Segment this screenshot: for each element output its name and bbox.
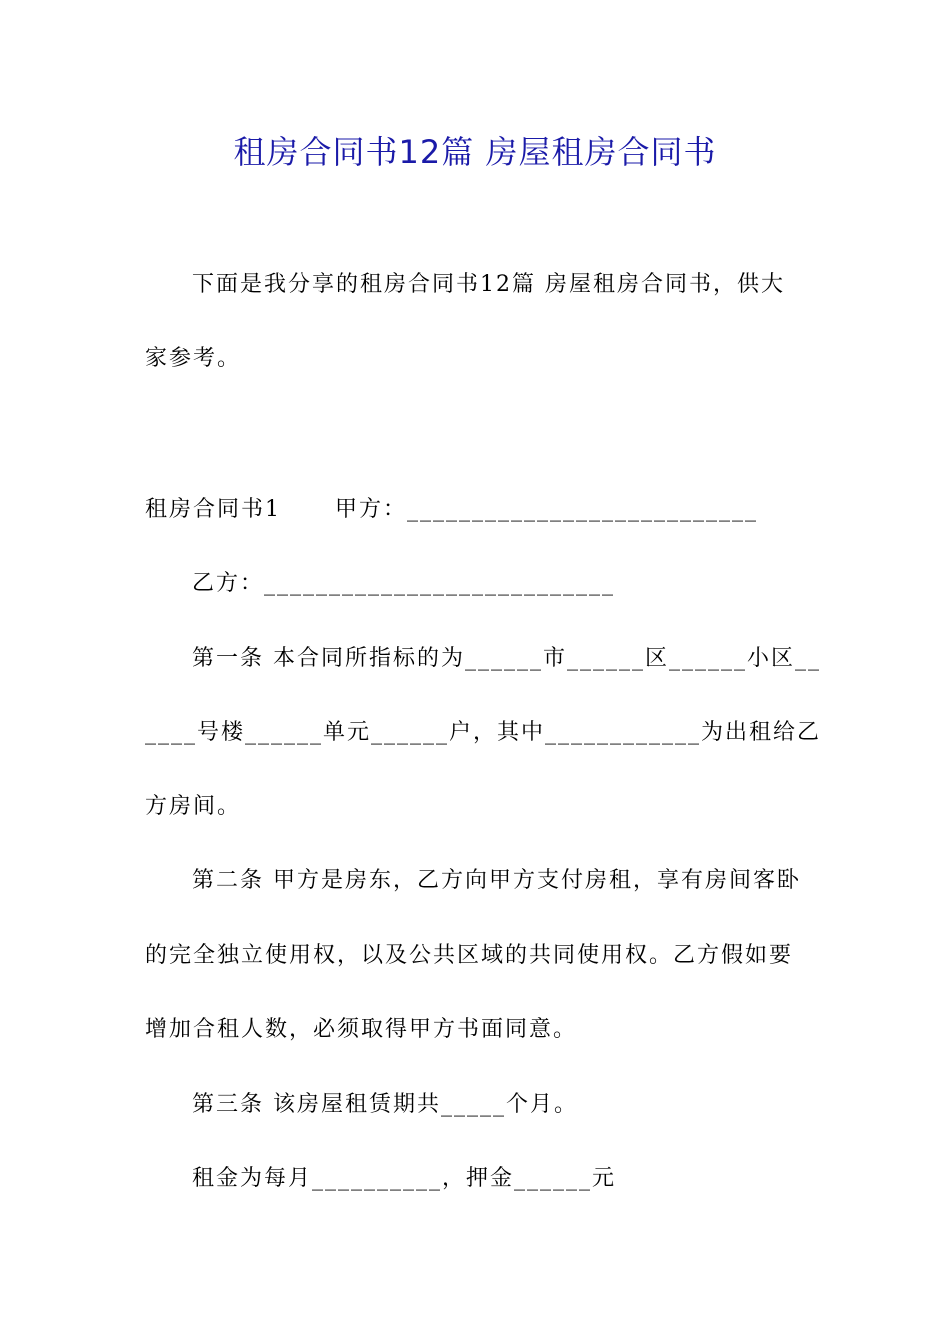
page-title: 租房合同书12篇 房屋租房合同书 <box>233 133 717 171</box>
article-3-line-1: 第三条 该房屋租赁期共_____个月。 <box>192 1092 578 1117</box>
article-1-line-2: ____号楼______单元______户，其中____________为出租给乙 <box>145 720 822 745</box>
intro-line-2: 家参考。 <box>145 346 242 371</box>
rent-deposit-line: 租金为每月__________，押金______元 <box>192 1166 617 1191</box>
contract-heading-party-a: 租房合同书1 甲方：___________________________ <box>145 497 758 522</box>
article-2-line-3: 增加合租人数，必须取得甲方书面同意。 <box>145 1017 578 1042</box>
intro-line-1: 下面是我分享的租房合同书12篇 房屋租房合同书，供大 <box>192 272 785 297</box>
article-1-line-3: 方房间。 <box>145 794 242 819</box>
article-2-line-2: 的完全独立使用权，以及公共区域的共同使用权。乙方假如要 <box>145 943 794 968</box>
party-b-line: 乙方：___________________________ <box>192 571 616 596</box>
article-1-line-1: 第一条 本合同所指标的为______市______区______小区__ <box>192 646 821 671</box>
article-2-line-1: 第二条 甲方是房东，乙方向甲方支付房租，享有房间客卧 <box>192 868 801 893</box>
